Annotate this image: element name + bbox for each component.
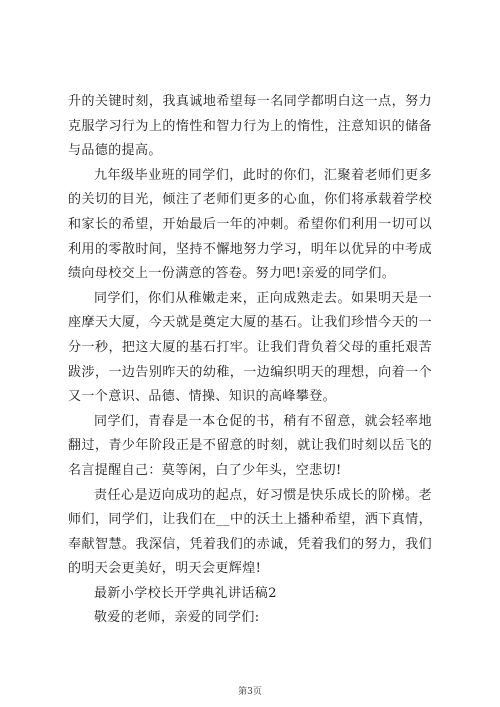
paragraph-responsibility: 责任心是迈向成功的起点，好习惯是快乐成长的阶梯。老师们，同学们，让我们在__中的沃土上播种希望，洒下真情，奉献智慧。我深信，凭着我们的赤诚，凭着我们的努力，我们的明天会更美好，明天会更辉煌! <box>68 487 432 577</box>
paragraph-youth: 同学们，青春是一本仓促的书，稍有不留意，就会轻率地翻过，青少年阶段正是不留意的时刻，就让我们时刻以岳飞的名言提醒自己：莫等闲，白了少年头，空悲切! <box>68 413 432 478</box>
document-body <box>68 90 432 631</box>
paragraph-continuation: 升的关键时刻，我真诚地希望每一名同学都明白这一点，努力克服学习行为上的惰性和智力行为上的惰性，注意知识的储备与品德的提高。 <box>68 94 432 159</box>
paragraph-foundation: 同学们，你们从稚嫩走来，正向成熟走去。如果明天是一座摩天大厦，今天就是奠定大厦的基石。让我们珍惜今天的一分一秒，把这大厦的基石打牢。让我们背负着父母的重托艰苦跋涉，一边告别昨天的幼稚，一边编织明天的理想，向着一个又一个意识、品德、情操、知识的高峰攀登。 <box>68 290 432 405</box>
section-title: 最新小学校长开学典礼讲话稿2 <box>94 585 277 601</box>
page-number: 第3页 <box>238 687 262 697</box>
paragraph-graduating-class: 九年级毕业班的同学们，此时的你们，汇聚着老师们更多的关切的目光，倾注了老师们更多的心血，你们将承载着学校和家长的希望，开始最后一年的冲刺。希望你们利用一切可以利用的零散时间，坚持不懈地努力学习，明年以优异的中考成绩向母校交上一份满意的答卷。努力吧!亲爱的同学们。 <box>68 167 432 282</box>
salutation: 敬爱的老师，亲爱的同学们: <box>94 610 260 626</box>
